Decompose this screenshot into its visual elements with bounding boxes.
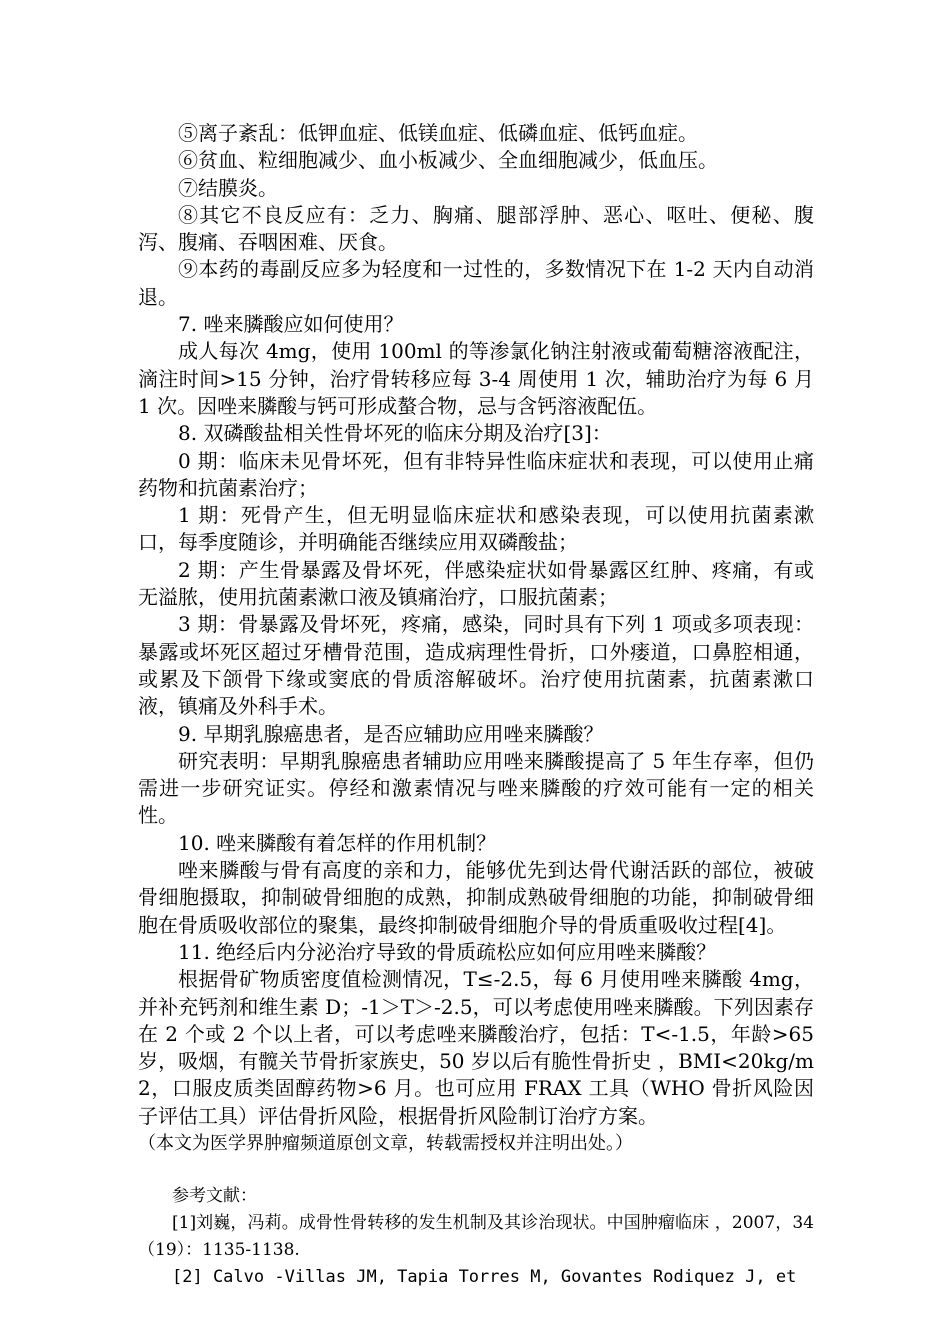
stage-1: 1 期：死骨产生，但无明显临床症状和感染表现，可以使用抗菌素漱口，每季度随诊，并明确能否继续应用双磷酸盐；	[138, 503, 814, 555]
question-7-heading: 7. 唑来膦酸应如何使用？	[178, 312, 404, 337]
reference-item-1: [1]刘巍，冯莉。成骨性骨转移的发生机制及其诊治现状。中国肿瘤临床 ，2007，34（19）：1135-1138.	[138, 1213, 814, 1261]
references-section	[138, 1183, 814, 1291]
question-8-heading: 8. 双磷酸盐相关性骨坏死的临床分期及治疗[3]：	[178, 421, 612, 446]
question-7-answer: 成人每次 4mg，使用 100ml 的等渗氯化钠注射液或葡萄糖溶液配注，滴注时间>15 分钟，治疗骨转移应每 3-4 周使用 1 次，辅助治疗为每 6 月 1 次。因唑来膦酸与钙可形成螯合物，忌与含钙溶液配伍。	[138, 339, 814, 418]
question-9-heading: 9. 早期乳腺癌患者，是否应辅助应用唑来膦酸？	[178, 721, 604, 746]
question-10-answer: 唑来膦酸与骨有高度的亲和力，能够优先到达骨代谢活跃的部位，被破骨细胞摄取，抑制破骨细胞的成熟，抑制成熟破骨细胞的功能，抑制破骨细胞在骨质吸收部位的聚集，最终抑制破骨细胞介导的骨质重吸收过程[4]。	[138, 858, 814, 937]
question-11-answer: 根据骨矿物质密度值检测情况，T≤-2.5，每 6 月使用唑来膦酸 4mg，并补充钙剂和维生素 D；-1＞T＞-2.5，可以考虑使用唑来膦酸。下列因素存在 2 个或 2 个以上者，可以考虑唑来膦酸治疗，包括：T<-1.5，年龄>65 岁，吸烟，有髋关节骨折家族史，50 岁以后有脆性骨折史 ，BMI<20kg/m2，口服皮质类固醇药物>6 月。也可应用 FRAX 工具（WHO 骨折风险因子评估工具）评估骨折风险，根据骨折风险制订治疗方案。	[138, 967, 814, 1128]
side-effect-mild: ⑨本药的毒副反应多为轻度和一过性的，多数情况下在 1-2 天内自动消退。	[138, 257, 814, 309]
copyright-note: （本文为医学界肿瘤频道原创文章，转载需授权并注明出处。）	[138, 1132, 633, 1154]
side-effect-other: ⑧其它不良反应有：乏力、胸痛、腿部浮肿、恶心、呕吐、便秘、腹泻、腹痛、吞咽困难、厌食。	[138, 202, 814, 255]
stage-2: 2 期：产生骨暴露及骨坏死，伴感染症状如骨暴露区红肿、疼痛，有或无溢脓，使用抗菌素漱口液及镇痛治疗，口服抗菌素；	[138, 557, 814, 610]
question-9-answer: 研究表明：早期乳腺癌患者辅助应用唑来膦酸提高了 5 年生存率，但仍需进一步研究证实。停经和激素情况与唑来膦酸的疗效可能有一定的相关性。	[138, 748, 814, 828]
article-body	[138, 120, 814, 1291]
side-effect-conjunctivitis: ⑦结膜炎。	[178, 175, 278, 200]
references-heading: 参考文献：	[172, 1186, 257, 1207]
question-10-heading: 10. 唑来膦酸有着怎样的作用机制？	[178, 830, 497, 855]
side-effect-anemia: ⑥贫血、粒细胞减少、血小板减少、全血细胞减少，低血压。	[178, 148, 718, 173]
side-effect-electrolyte: ⑤离子紊乱：低钾血症、低镁血症、低磷血症、低钙血症。	[178, 121, 698, 145]
question-11-heading: 11. 绝经后内分泌治疗导致的骨质疏松应如何应用唑来膦酸？	[178, 939, 717, 964]
stage-0: 0 期：临床未见骨坏死，但有非特异性临床症状和表现，可以使用止痛药物和抗菌素治疗；	[138, 448, 814, 500]
stage-3: 3 期：骨暴露及骨坏死，疼痛，感染，同时具有下列 1 项或多项表现：暴露或坏死区超过牙槽骨范围，造成病理性骨折，口外瘘道，口鼻腔相通，或累及下颌骨下缘或窦底的骨质溶解破坏。治疗使用抗菌素，抗菌素漱口液，镇痛及外科手术。	[138, 612, 814, 719]
reference-item-2: [2] Calvo -Villas JM, Tapia Torres M, Govantes Rodiquez J, et	[172, 1267, 797, 1288]
